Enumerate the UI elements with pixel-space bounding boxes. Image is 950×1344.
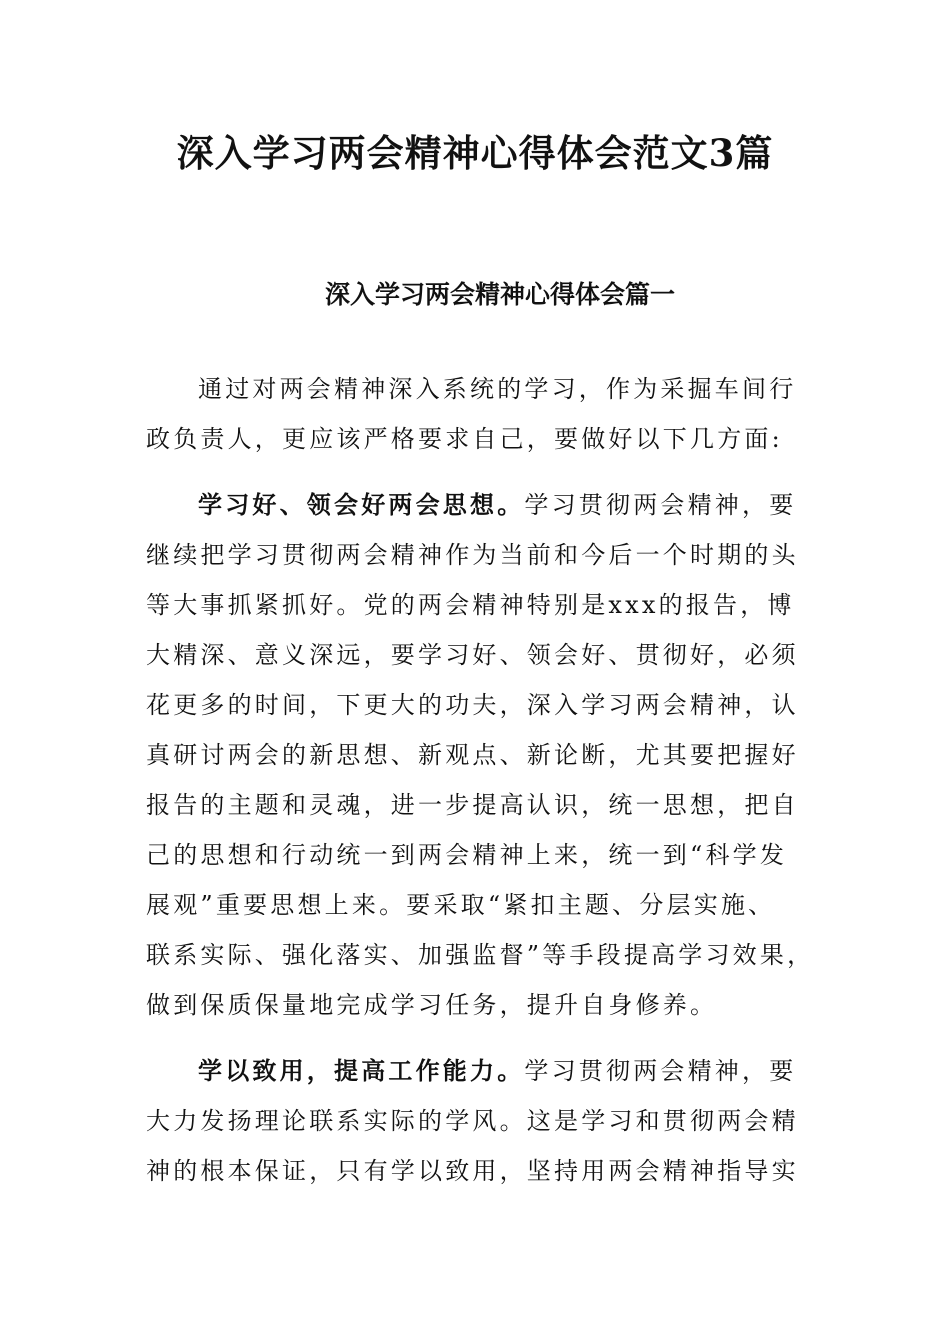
section-title: 深入学习两会精神心得体会篇一 xyxy=(324,280,675,309)
point2-line-2: 大力发扬理论联系实际的学风。这是学习和贯彻两会精 xyxy=(146,1107,799,1135)
point2-first-line xyxy=(198,1053,796,1089)
point1-line-6: 真研讨两会的新思想、新观点、新论断，尤其要把握好 xyxy=(146,741,799,769)
point2-line-3: 神的根本保证，只有学以致用，坚持用两会精神指导实 xyxy=(146,1157,799,1185)
point1-line-5: 花更多的时间，下更大的功夫，深入学习两会精神，认 xyxy=(146,691,799,719)
point1-first-line-text: 学习贯彻两会精神，要 xyxy=(524,491,797,519)
point1-line-11: 做到保质保量地完成学习任务，提升自身修养。 xyxy=(146,991,718,1019)
point2-first-line-text: 学习贯彻两会精神，要 xyxy=(524,1057,797,1085)
point1-first-line xyxy=(198,487,796,523)
point1-line-4: 大精深、意义深远，要学习好、领会好、贯彻好，必须 xyxy=(146,641,799,669)
point1-line-3: 等大事抓紧抓好。党的两会精神特别是xxx的报告，博 xyxy=(146,591,795,619)
point1-line-2: 继续把学习贯彻两会精神作为当前和今后一个时期的头 xyxy=(146,541,799,569)
point1-heading: 学习好、领会好两会思想。 xyxy=(198,490,525,519)
intro-line-2: 政负责人，更应该严格要求自己，要做好以下几方面: xyxy=(146,425,783,453)
point1-line-8: 己的思想和行动统一到两会精神上来，统一到“科学发 xyxy=(146,841,788,869)
point1-line-7: 报告的主题和灵魂，进一步提高认识，统一思想，把自 xyxy=(146,791,799,819)
point2-heading: 学以致用，提高工作能力。 xyxy=(198,1056,525,1085)
point1-line-9: 展观”重要思想上来。要采取“紧扣主题、分层实施、 xyxy=(146,891,776,919)
intro-line-1: 通过对两会精神深入系统的学习，作为采掘车间行 xyxy=(198,375,797,403)
document-title: 深入学习两会精神心得体会范文3篇 xyxy=(176,131,774,175)
point1-line-10: 联系实际、强化落实、加强监督”等手段提高学习效果， xyxy=(146,941,815,969)
